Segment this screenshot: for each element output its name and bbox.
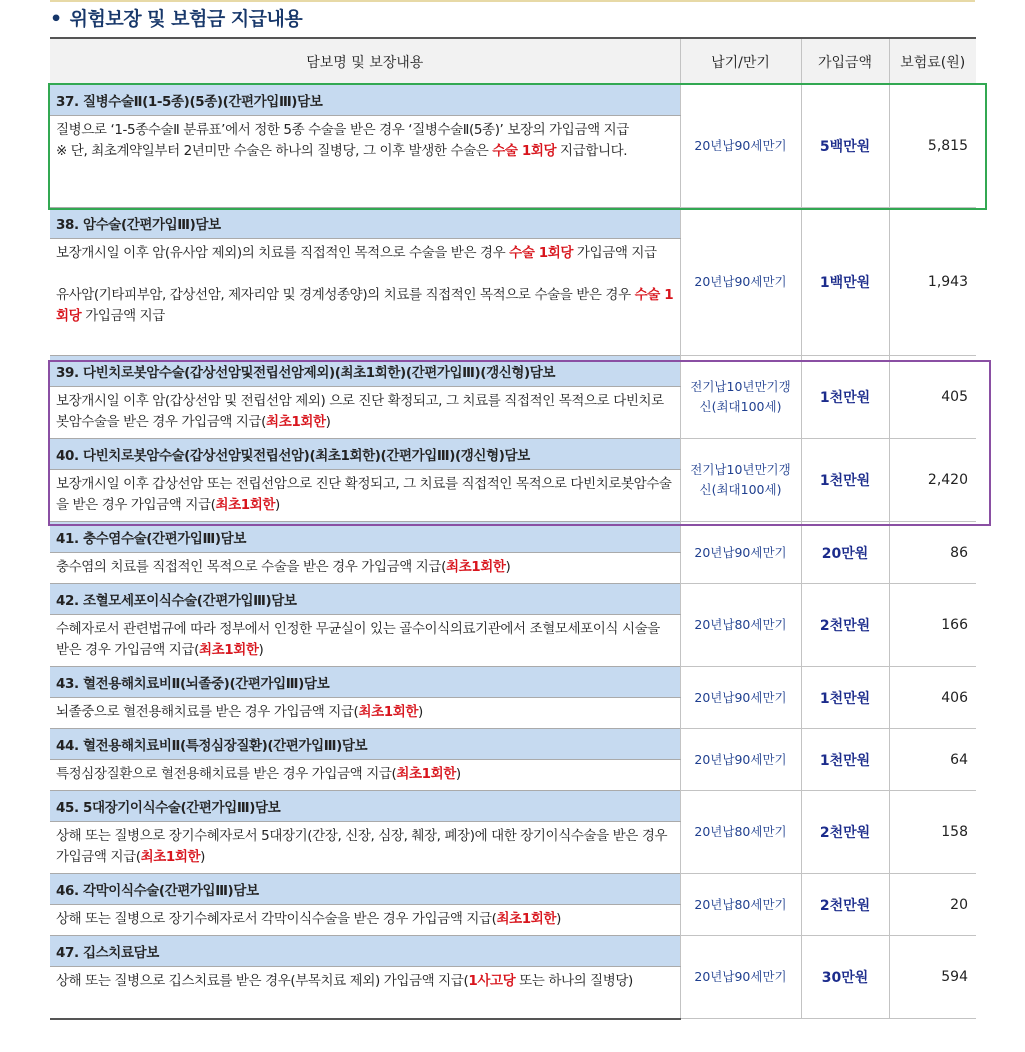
term-cell: 20년납90세만기 (680, 85, 801, 208)
coverage-description: 상해 또는 질병으로 깁스치료를 받은 경우(부목치료 제외) 가입금액 지급(1사고당 또는 하나의 질병당) (50, 967, 680, 1019)
premium-cell: 166 (889, 584, 976, 667)
amount-cell: 1천만원 (801, 729, 889, 791)
term-cell: 20년납90세만기 (680, 936, 801, 1019)
coverage-name: 45. 5대장기이식수술(간편가입Ⅲ)담보 (50, 791, 680, 822)
spacer (56, 264, 674, 285)
coverage-description: 보장개시일 이후 암(갑상선암 및 전립선암 제외) 으로 진단 확정되고, 그 치료를 직접적인 목적으로 다빈치로봇암수술을 받은 경우 가입금액 지급(최초1회한) (56, 393, 664, 430)
term-cell: 20년납90세만기 (680, 729, 801, 791)
premium-cell: 406 (889, 667, 976, 729)
highlight-text: 최초1회한 (140, 849, 201, 865)
table-row (50, 874, 976, 905)
term-cell: 전기납10년만기갱신(최대100세) (680, 356, 801, 439)
table-row (50, 667, 976, 698)
highlight-text: 최초1회한 (198, 642, 259, 658)
premium-cell: 1,943 (889, 208, 976, 356)
premium-cell: 2,420 (889, 439, 976, 522)
highlight-text: 수술 1회당 (492, 143, 557, 159)
amount-cell: 1천만원 (801, 667, 889, 729)
table-row (50, 85, 976, 116)
term-cell: 20년납80세만기 (680, 874, 801, 936)
table-row (50, 791, 976, 822)
amount-cell: 2천만원 (801, 584, 889, 667)
description-note: ※ 단, 최초계약일부터 2년미만 수술은 하나의 질병당, 그 이후 발생한 수술은 수술 1회당 지급합니다. (56, 143, 628, 159)
coverage-name: 46. 각막이식수술(간편가입Ⅲ)담보 (50, 874, 680, 905)
highlight-text: 최초1회한 (396, 766, 456, 782)
coverage-name: 42. 조혈모세포이식수술(간편가입Ⅲ)담보 (50, 584, 680, 615)
description-line: 유사암(기타피부암, 갑상선암, 제자리암 및 경계성종양)의 치료를 직접적인 목적으로 수술을 받은 경우 수술 1회당 가입금액 지급 (56, 287, 674, 324)
amount-cell: 1천만원 (801, 356, 889, 439)
coverage-name: 44. 혈전용해치료비Ⅱ(특정심장질환)(간편가입Ⅲ)담보 (50, 729, 680, 760)
premium-cell: 64 (889, 729, 976, 791)
coverage-table (50, 37, 976, 1020)
amount-cell: 1백만원 (801, 208, 889, 356)
coverage-description: 충수염의 치료를 직접적인 목적으로 수술을 받은 경우 가입금액 지급(최초1회한) (56, 559, 511, 575)
amount-cell: 1천만원 (801, 439, 889, 522)
term-cell: 20년납90세만기 (680, 208, 801, 356)
highlight-text: 1사고당 (468, 973, 516, 989)
coverage-description (50, 239, 680, 356)
amount-cell: 20만원 (801, 522, 889, 584)
coverage-name: 41. 충수염수술(간편가입Ⅲ)담보 (50, 522, 680, 553)
premium-cell: 594 (889, 936, 976, 1019)
bullet-icon: • (50, 8, 62, 30)
highlight-text: 수술 1회당 (509, 245, 574, 261)
coverage-description (50, 116, 680, 208)
term-cell: 20년납90세만기 (680, 667, 801, 729)
table-header-row (50, 38, 976, 85)
coverage-name: 39. 다빈치로봇암수술(갑상선암및전립선암제외)(최초1회한)(간편가입Ⅲ)(갱신형)담보 (50, 356, 680, 387)
header-premium: 보험료(원) (889, 38, 976, 85)
highlight-text: 최초1회한 (358, 704, 418, 720)
top-rule (50, 0, 975, 2)
coverage-description: 특정심장질환으로 혈전용해치료를 받은 경우 가입금액 지급(최초1회한) (56, 766, 461, 782)
highlight-text: 최초1회한 (266, 414, 326, 430)
term-cell: 20년납80세만기 (680, 791, 801, 874)
table-row (50, 729, 976, 760)
coverage-name: 40. 다빈치로봇암수술(갑상선암및전립선암)(최초1회한)(간편가입Ⅲ)(갱신형)담보 (50, 439, 680, 470)
highlight-text: 최초1회한 (496, 911, 557, 927)
premium-cell: 86 (889, 522, 976, 584)
table-row (50, 356, 976, 387)
coverage-name: 38. 암수술(간편가입Ⅲ)담보 (50, 208, 680, 239)
section-title-text: 위험보장 및 보험금 지급내용 (69, 8, 303, 30)
coverage-name: 43. 혈전용해치료비Ⅱ(뇌졸중)(간편가입Ⅲ)담보 (50, 667, 680, 698)
amount-cell: 30만원 (801, 936, 889, 1019)
table-row (50, 584, 976, 615)
description-line: 질병으로 ‘1-5종수술Ⅱ 분류표’에서 정한 5종 수술을 받은 경우 ‘질병수술Ⅱ(5종)’ 보장의 가입금액 지급 (56, 122, 629, 138)
term-cell: 20년납80세만기 (680, 584, 801, 667)
premium-cell: 20 (889, 874, 976, 936)
header-coverage: 담보명 및 보장내용 (50, 38, 680, 85)
highlight-text: 최초1회한 (445, 559, 506, 575)
table-row (50, 522, 976, 553)
header-amount: 가입금액 (801, 38, 889, 85)
coverage-description: 보장개시일 이후 갑상선암 또는 전립선암으로 진단 확정되고, 그 치료를 직접적인 목적으로 다빈치로봇암수술을 받은 경우 가입금액 지급(최초1회한) (56, 476, 672, 513)
highlight-text: 수술 1회당 (56, 287, 674, 324)
table-row (50, 439, 976, 470)
premium-cell: 5,815 (889, 85, 976, 208)
coverage-description: 수혜자로서 관련법규에 따라 정부에서 인정한 무균실이 있는 골수이식의료기관에서 조혈모세포이식 시술을 받은 경우 가입금액 지급(최초1회한) (56, 621, 660, 658)
coverage-description: 뇌졸중으로 혈전용해치료를 받은 경우 가입금액 지급(최초1회한) (56, 704, 423, 720)
term-cell: 20년납90세만기 (680, 522, 801, 584)
amount-cell: 2천만원 (801, 874, 889, 936)
coverage-description: 상해 또는 질병으로 장기수혜자로서 5대장기(간장, 신장, 심장, 췌장, 폐장)에 대한 장기이식수술을 받은 경우 가입금액 지급(최초1회한) (56, 828, 668, 865)
term-cell: 전기납10년만기갱신(최대100세) (680, 439, 801, 522)
highlight-text: 최초1회한 (215, 497, 276, 513)
premium-cell: 158 (889, 791, 976, 874)
coverage-description: 상해 또는 질병으로 장기수혜자로서 각막이식수술을 받은 경우 가입금액 지급(최초1회한) (56, 911, 561, 927)
amount-cell: 5백만원 (801, 85, 889, 208)
table-row (50, 936, 976, 967)
description-line: 보장개시일 이후 암(유사암 제외)의 치료를 직접적인 목적으로 수술을 받은 경우 수술 1회당 가입금액 지급 (56, 245, 657, 261)
premium-cell: 405 (889, 356, 976, 439)
amount-cell: 2천만원 (801, 791, 889, 874)
coverage-name: 47. 깁스치료담보 (50, 936, 680, 967)
coverage-name: 37. 질병수술Ⅱ(1-5종)(5종)(간편가입Ⅲ)담보 (50, 85, 680, 116)
header-term: 납기/만기 (680, 38, 801, 85)
table-row (50, 208, 976, 239)
section-title (50, 6, 302, 32)
